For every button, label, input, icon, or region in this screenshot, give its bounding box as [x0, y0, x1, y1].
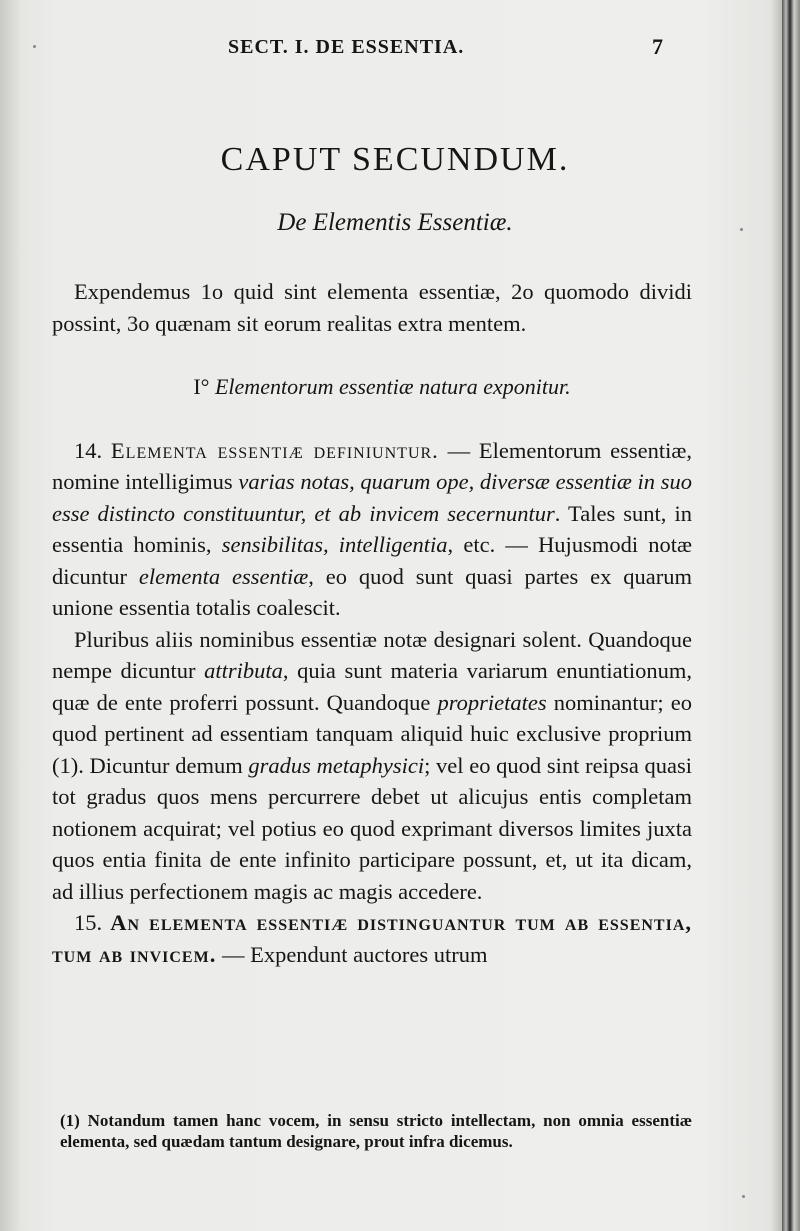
paragraph-heading: Elementa essentiæ definiuntur.: [110, 437, 439, 463]
italic-text: gradus metaphysici: [248, 752, 425, 778]
page-edge: [782, 0, 800, 1231]
text: ; vel eo quod sint reipsa quasi tot gradus quos mens percurrere debet ut alicujus entis completam notionem acquirat; vel potius eo quod exprimant diversos limites juxta quos entia finita de ente infinito participare possunt, et, ut ita dicam, ad illius perfectionem magis ac magis accedere.: [52, 752, 692, 904]
paragraph-15: [52, 907, 692, 970]
dash: —: [438, 437, 479, 463]
text: , eo quod sunt quasi partes ex quarum unione essentia totalis coalescit.: [52, 563, 692, 620]
text: Pluribus aliis nominibus essentiæ notæ designari solent. Quandoque nempe dicuntur: [52, 626, 692, 683]
footnote: (1) Notandum tamen hanc vocem, in sensu stricto intellectam, non omnia essentiæ elementa, sed quædam tantum designare, prout infra dicemus.: [60, 1111, 692, 1151]
running-head: SECT. I. DE ESSENTIA.: [228, 36, 465, 58]
chapter-subtitle: De Elementis Essentiæ.: [277, 209, 513, 236]
text: . Tales sunt, in essentia hominis,: [52, 500, 693, 557]
section-heading: [52, 371, 692, 403]
text: Expendunt auctores utrum: [250, 941, 488, 967]
section-number: I°: [193, 374, 210, 399]
text: nominantur; eo quod pertinent ad essentiam tanquam aliquid huic exclusive proprium (1). Dicuntur demum: [52, 689, 692, 778]
italic-text: elementa essentiæ: [138, 563, 309, 589]
speck: [33, 45, 36, 48]
paragraph-number: 15.: [74, 910, 103, 935]
speck: [740, 228, 743, 231]
paragraph-pluribus: [52, 624, 692, 908]
section-title: Elementorum essentiæ natura exponitur.: [214, 374, 571, 399]
page-header: [0, 36, 782, 66]
text: , quia sunt materia variarum enuntiationum, quæ de ente proferri possunt. Quandoque: [52, 658, 692, 715]
text: Elementorum essentiæ, nomine intelligimus: [52, 437, 692, 494]
paragraph-heading: An elementa essentiæ distinguantur tum ab essentia, tum ab invicem.: [52, 910, 692, 967]
page-content: [52, 140, 692, 970]
paragraph-number: 14.: [74, 437, 103, 463]
speck: [742, 1195, 745, 1198]
paragraph-14: [52, 435, 692, 624]
dash: —: [216, 941, 251, 967]
italic-text: proprietates: [437, 689, 547, 715]
intro-paragraph: Expendemus 1o quid sint elementa essentiæ, 2o quomodo dividi possint, 3o quænam sit eorum realitas extra mentem.: [52, 279, 692, 336]
italic-text: varias notas, quarum ope, diversæ essentiæ in suo esse distincto constituuntur, et ab invicem secernuntur: [52, 469, 692, 526]
chapter-title: CAPUT SECUNDUM.: [220, 141, 570, 178]
italic-text: sensibilitas, intelligentia: [221, 532, 448, 557]
text: , etc. — Hujusmodi notæ dicuntur: [52, 532, 693, 589]
italic-text: attributa: [204, 658, 283, 683]
page-number: 7: [652, 34, 663, 59]
